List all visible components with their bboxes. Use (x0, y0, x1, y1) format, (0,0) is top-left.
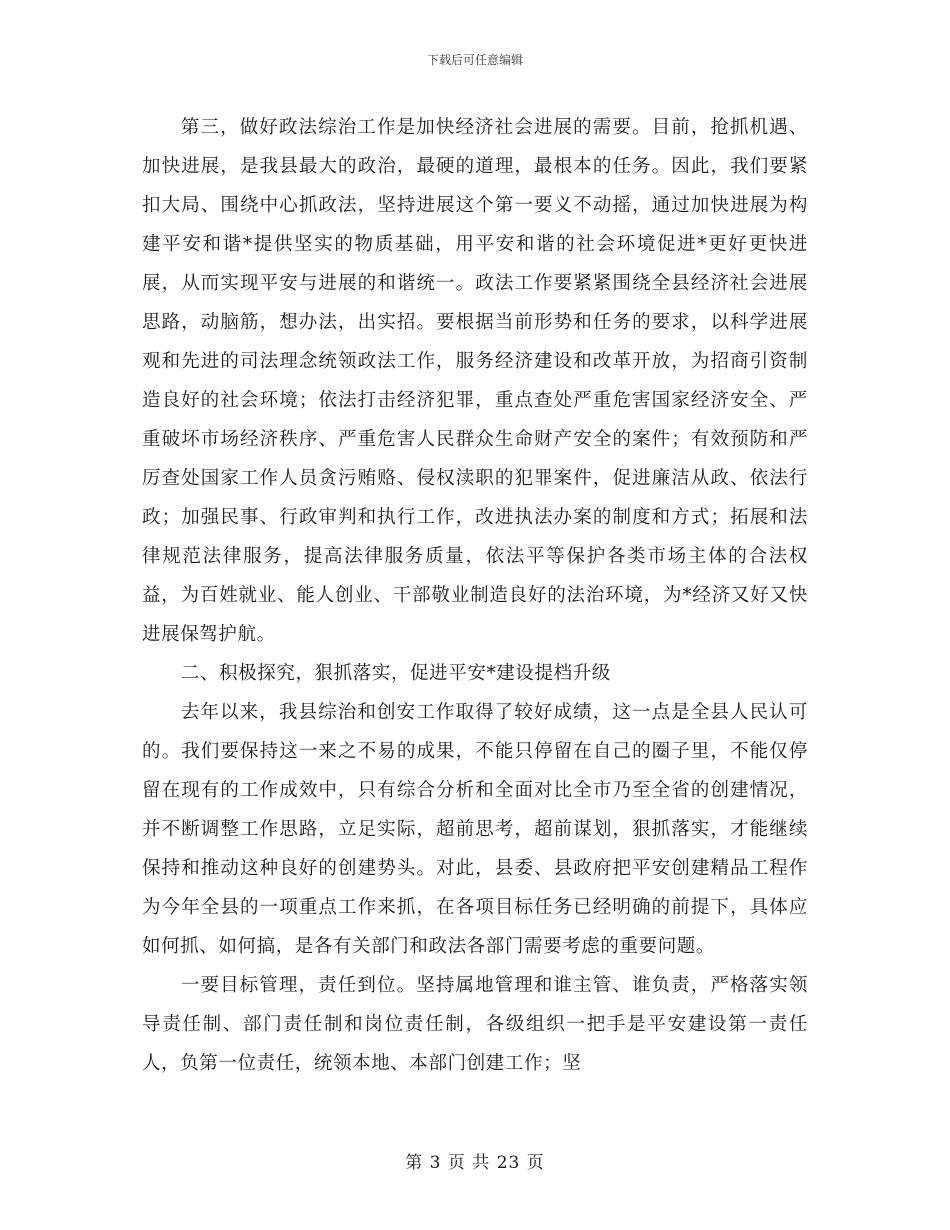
page-header-note: 下载后可任意编辑 (426, 53, 523, 67)
section-heading: 二、积极探究，狠抓落实，促进平安*建设提档升级 (180, 663, 611, 684)
paragraph-3: 一要目标管理，责任到位。坚持属地管理和谁主管、谁负责，严格落实领导责任制、部门责任制和岗位责任制，各级组织一把手是平安建设第一责任人，负第一位责任，统领本地、本部门创建工作；坚 (142, 975, 808, 1074)
paragraph-1: 第三，做好政法综治工作是加快经济社会进展的需要。目前，抢抓机遇、加快进展，是我县最大的政治，最硬的道理，最根本的任务。因此，我们要紧扣大局、围绕中心抓政法，坚持进展这个第一要义不动摇，通过加快进展为构建平安和谐*提供坚实的物质基础，用平安和谐的社会环境促进*更好更快进展，从而实现平安与进展的和谐统一。政法工作要紧紧围绕全县经济社会进展思路，动脑筋，想办法，出实招。要根据当前形势和任务的要求，以科学进展观和先进的司法理念统领政法工作，服务经济建设和改革开放，为招商引资制造良好的社会环境；依法打击经济犯罪，重点查处严重危害国家经济安全、严重破坏市场经济秩序、严重危害人民群众生命财产安全的案件；有效预防和严厉查处国家工作人员贪污贿赂、侵权渎职的犯罪案件，促进廉洁从政、依法行政；加强民事、行政审判和执行工作，改进执法办案的制度和方式；拓展和法律规范法律服务，提高法律服务质量，依法平等保护各类市场主体的合法权益，为百姓就业、能人创业、干部敬业制造良好的法治环境，为*经济又好又快进展保驾护航。 (142, 117, 808, 645)
paragraph-2: 去年以来，我县综治和创安工作取得了较好成绩，这一点是全县人民认可的。我们要保持这一来之不易的成果，不能只停留在自己的圈子里，不能仅停留在现有的工作成效中，只有综合分析和全面对比全市乃至全省的创建情况，并不断调整工作思路，立足实际，超前思考，超前谋划，狠抓落实，才能继续保持和推动这种良好的创建势头。对此，县委、县政府把平安创建精品工程作为今年全县的一项重点工作来抓，在各项目标任务已经明确的前提下，具体应如何抓、如何搞，是各有关部门和政法各部门需要考虑的重要问题。 (142, 702, 808, 957)
document-body (142, 108, 808, 1083)
page-number: 第 3 页 共 23 页 (405, 1153, 545, 1173)
